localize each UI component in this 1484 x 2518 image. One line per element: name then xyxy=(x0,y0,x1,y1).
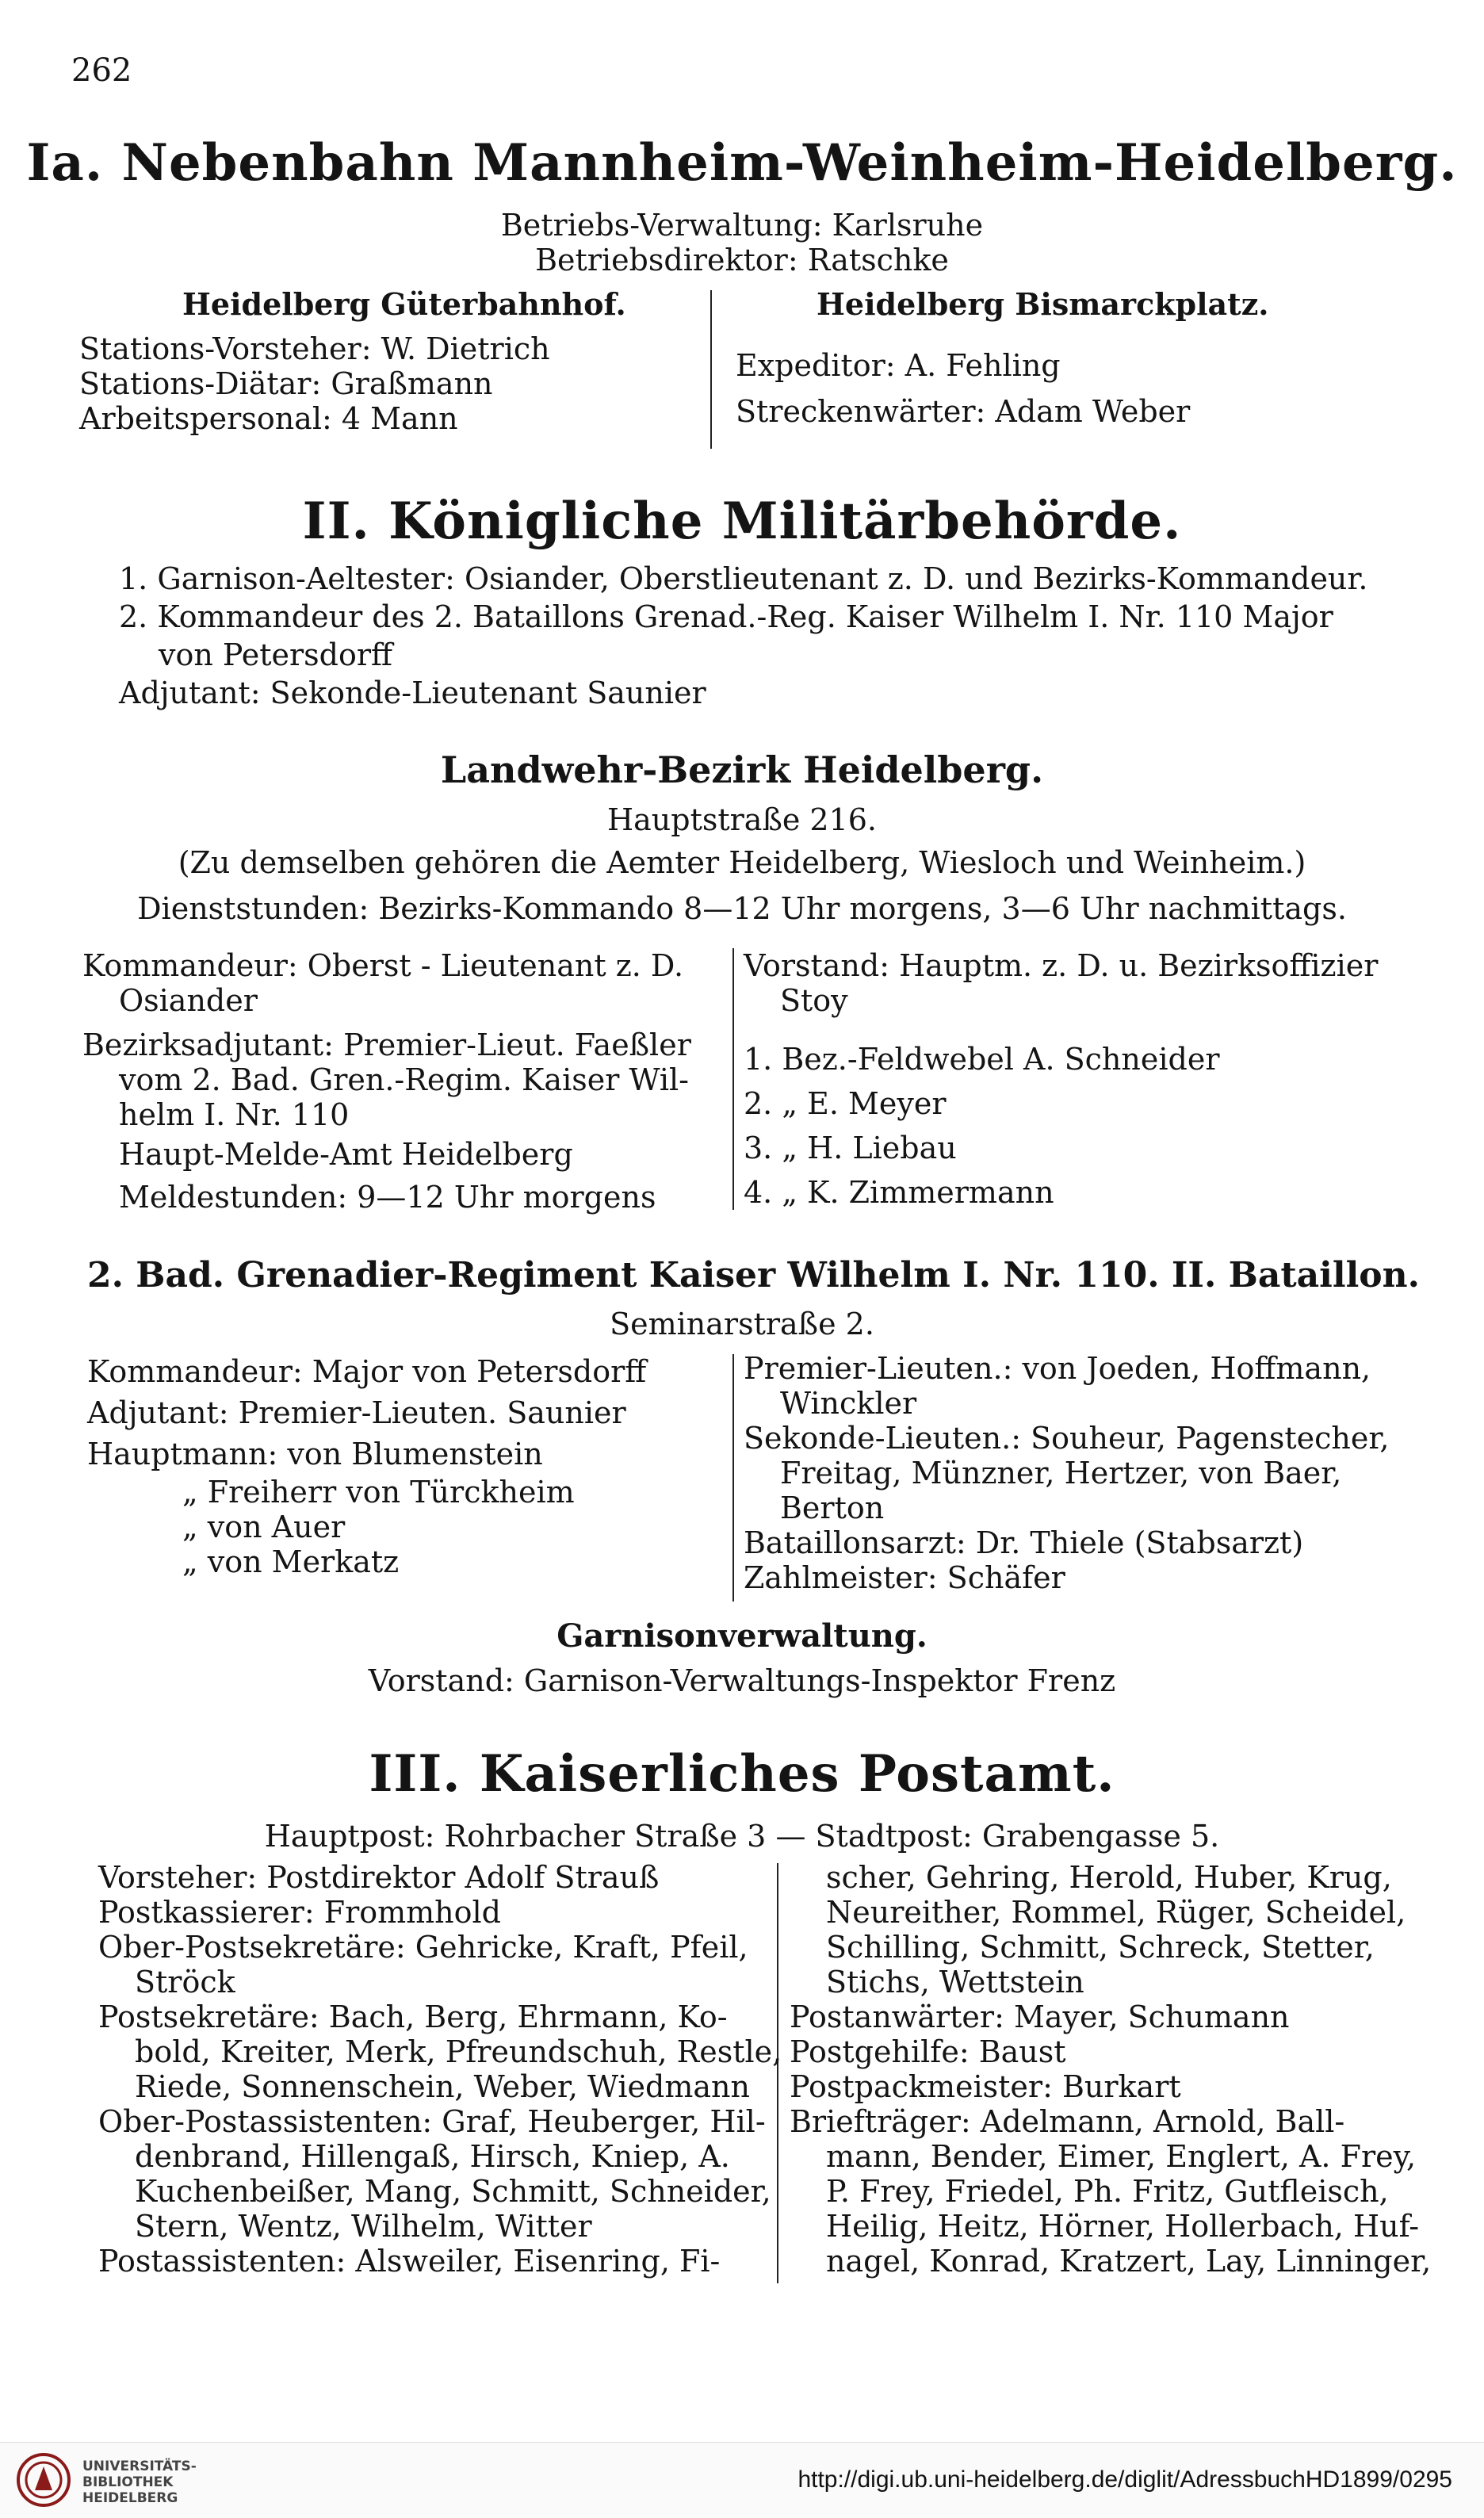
list-item: Adjutant: Premier-Lieuten. Saunier xyxy=(87,1395,626,1430)
list-item: Kommandeur: Oberst - Lieutenant z. D. xyxy=(82,948,684,983)
list-item: Postsekretäre: Bach, Berg, Ehrmann, Ko- xyxy=(98,1999,728,2034)
list-item: von Petersdorff xyxy=(159,637,393,672)
list-item: Osiander xyxy=(119,983,258,1018)
list-item: „ von Auer xyxy=(182,1510,346,1544)
list-item: bold, Kreiter, Merk, Pfreundschuh, Restle, xyxy=(135,2034,782,2069)
page-number: 262 xyxy=(71,52,132,89)
list-item: Postanwärter: Mayer, Schumann xyxy=(790,1999,1290,2034)
list-item: Schilling, Schmitt, Schreck, Stetter, xyxy=(826,1930,1375,1965)
list-item: Ober-Postsekretäre: Gehricke, Kraft, Pfeil, xyxy=(98,1930,748,1965)
list-item: vom 2. Bad. Gren.-Regim. Kaiser Wil- xyxy=(119,1062,689,1097)
railway-right-heading: Heidelberg Bismarckplatz. xyxy=(817,286,1269,322)
list-item: Postassistenten: Alsweiler, Eisenring, Fi- xyxy=(98,2244,721,2279)
list-item: P. Frey, Friedel, Ph. Fritz, Gutfleisch, xyxy=(826,2174,1389,2209)
regiment-right-list xyxy=(744,1351,1389,1595)
list-item: „ von Merkatz xyxy=(182,1544,400,1579)
landwehr-right-list xyxy=(744,948,1378,1215)
list-item: scher, Gehring, Herold, Huber, Krug, xyxy=(826,1860,1392,1895)
regiment-left-list xyxy=(87,1351,646,1579)
list-item: Bezirksadjutant: Premier-Lieut. Faeßler xyxy=(82,1027,691,1062)
list-item: Winckler xyxy=(780,1386,917,1421)
list-item: Hauptmann: von Blumenstein xyxy=(87,1437,543,1471)
railway-admin: Betriebs-Verwaltung: Karlsruhe xyxy=(500,208,984,243)
list-item: 3. „ H. Liebau xyxy=(744,1131,957,1165)
list-item: Vorstand: Hauptm. z. D. u. Bezirksoffizier xyxy=(744,948,1379,983)
list-item: Freitag, Münzner, Hertzer, von Baer, xyxy=(780,1456,1342,1491)
list-item: Expeditor: A. Fehling xyxy=(736,348,1061,383)
garrison-admin-line: Vorstand: Garnison-Verwaltungs-Inspektor Frenz xyxy=(368,1663,1116,1698)
footer-bar xyxy=(0,2442,1484,2518)
list-item: Kommandeur: Major von Petersdorff xyxy=(87,1354,647,1389)
regiment-title: 2. Bad. Grenadier-Regiment Kaiser Wilhelm I. Nr. 110. II. Bataillon. xyxy=(87,1255,1420,1295)
library-seal-icon xyxy=(16,2452,71,2508)
military-list xyxy=(119,560,1367,712)
list-item: Arbeitspersonal: 4 Mann xyxy=(79,401,458,436)
list-item: 2. „ E. Meyer xyxy=(744,1086,947,1121)
list-item: Meldestunden: 9—12 Uhr morgens xyxy=(119,1180,656,1215)
list-item: „ Freiherr von Türckheim xyxy=(182,1475,575,1510)
landwehr-address: Hauptstraße 216. xyxy=(606,802,877,837)
section-post-title: III. Kaiserliches Postamt. xyxy=(369,1744,1115,1804)
section-military-title: II. Königliche Militärbehörde. xyxy=(302,492,1182,551)
post-subtitle: Hauptpost: Rohrbacher Straße 3 — Stadtpost: Grabengasse 5. xyxy=(264,1819,1220,1854)
list-item: Ströck xyxy=(135,1965,235,1999)
list-item: Riede, Sonnenschein, Weber, Wiedmann xyxy=(135,2069,750,2104)
list-item: Stichs, Wettstein xyxy=(826,1965,1084,1999)
regiment-address: Seminarstraße 2. xyxy=(610,1307,874,1341)
post-right-list xyxy=(790,1860,1432,2279)
list-item: Postpackmeister: Burkart xyxy=(790,2069,1181,2104)
list-item: 1. Garnison-Aeltester: Osiander, Oberstlieutenant z. D. und Bezirks-Kommandeur. xyxy=(119,561,1368,596)
list-item: 2. Kommandeur des 2. Bataillons Grenad.-Reg. Kaiser Wilhelm I. Nr. 110 Major xyxy=(119,599,1333,634)
list-item: Ober-Postassistenten: Graf, Heuberger, Hil- xyxy=(98,2104,766,2139)
list-item: 1. Bez.-Feldwebel A. Schneider xyxy=(744,1042,1220,1077)
garrison-admin-title: Garnisonverwaltung. xyxy=(556,1617,928,1655)
railway-right-list xyxy=(736,342,1190,434)
landwehr-hours: Dienststunden: Bezirks-Kommando 8—12 Uhr morgens, 3—6 Uhr nachmittags. xyxy=(137,891,1347,926)
list-item: Heilig, Heitz, Hörner, Hollerbach, Huf- xyxy=(826,2209,1420,2244)
library-name-line: UNIVERSITÄTS- xyxy=(82,2459,197,2474)
list-item: mann, Bender, Eimer, Englert, A. Frey, xyxy=(826,2139,1417,2174)
list-item: Zahlmeister: Schäfer xyxy=(744,1560,1065,1595)
list-item: helm I. Nr. 110 xyxy=(119,1097,350,1132)
landwehr-note: (Zu demselben gehören die Aemter Heidelberg, Wiesloch und Weinheim.) xyxy=(178,845,1306,880)
list-item: Kuchenbeißer, Mang, Schmitt, Schneider, xyxy=(135,2174,771,2209)
list-item: Postgehilfe: Baust xyxy=(790,2034,1066,2069)
railway-director: Betriebsdirektor: Ratschke xyxy=(535,243,949,277)
column-divider xyxy=(732,948,734,1210)
source-url-link[interactable]: http://digi.ub.uni-heidelberg.de/diglit/AdressbuchHD1899/0295 xyxy=(797,2466,1452,2493)
list-item: Sekonde-Lieuten.: Souheur, Pagenstecher, xyxy=(744,1421,1390,1456)
list-item: Adjutant: Sekonde-Lieutenant Saunier xyxy=(119,675,706,710)
list-item: Stern, Wentz, Wilhelm, Witter xyxy=(135,2209,592,2244)
list-item: Berton xyxy=(780,1491,885,1525)
list-item: Postkassierer: Frommhold xyxy=(98,1895,502,1930)
list-item: Stations-Vorsteher: W. Dietrich xyxy=(79,331,550,366)
list-item: Neureither, Rommel, Rüger, Scheidel, xyxy=(826,1895,1406,1930)
list-item: Stations-Diätar: Graßmann xyxy=(79,366,493,401)
railway-left-list xyxy=(79,331,550,436)
post-left-list xyxy=(98,1860,782,2279)
landwehr-left-list xyxy=(82,948,691,1215)
list-item: 4. „ K. Zimmermann xyxy=(744,1175,1054,1210)
library-name-line: BIBLIOTHEK xyxy=(82,2474,174,2490)
list-item: Streckenwärter: Adam Weber xyxy=(736,394,1191,429)
column-divider xyxy=(710,290,712,449)
list-item: Stoy xyxy=(780,983,848,1018)
list-item: Briefträger: Adelmann, Arnold, Ball- xyxy=(790,2104,1345,2139)
railway-left-heading: Heidelberg Güterbahnhof. xyxy=(182,286,626,322)
list-item: Bataillonsarzt: Dr. Thiele (Stabsarzt) xyxy=(744,1525,1304,1560)
section-railway-title: Ia. Nebenbahn Mannheim-Weinheim-Heidelberg. xyxy=(26,133,1458,193)
list-item: nagel, Konrad, Kratzert, Lay, Linninger, xyxy=(826,2244,1432,2279)
list-item: Vorsteher: Postdirektor Adolf Strauß xyxy=(98,1860,660,1895)
list-item: Haupt-Melde-Amt Heidelberg xyxy=(119,1137,573,1172)
list-item: Premier-Lieuten.: von Joeden, Hoffmann, xyxy=(744,1351,1371,1386)
list-item: denbrand, Hillengaß, Hirsch, Kniep, A. xyxy=(135,2139,730,2174)
library-name-line: HEIDELBERG xyxy=(82,2490,178,2506)
landwehr-title: Landwehr-Bezirk Heidelberg. xyxy=(440,748,1044,791)
